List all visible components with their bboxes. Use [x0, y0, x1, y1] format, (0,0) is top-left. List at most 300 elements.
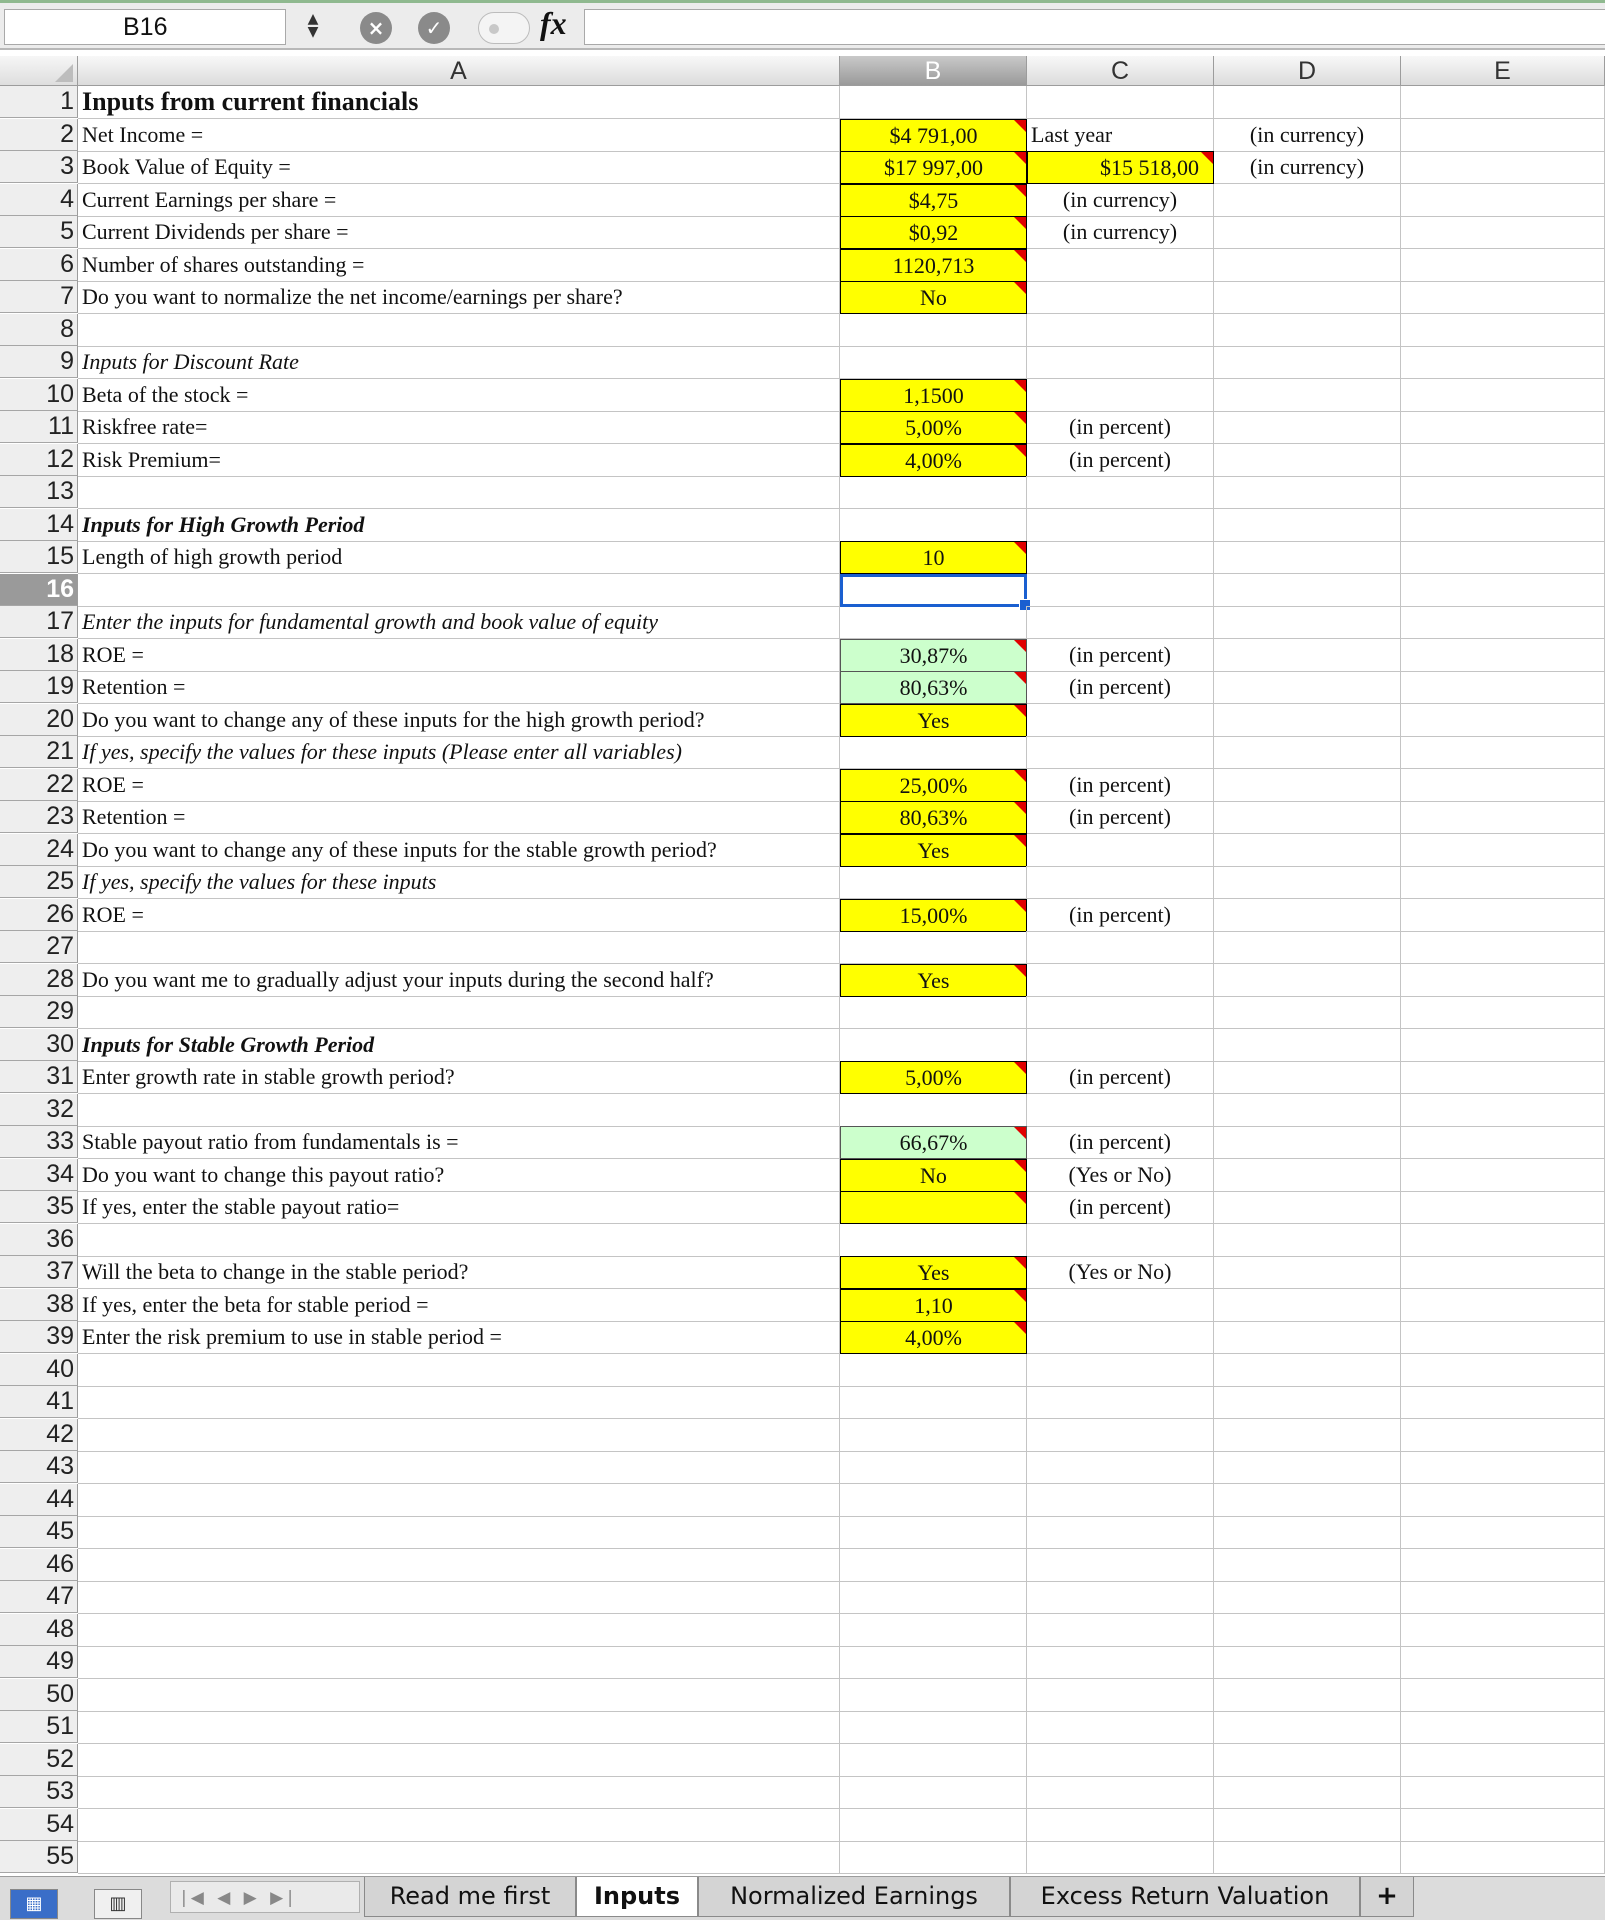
- cell-c31[interactable]: (in percent): [1027, 1061, 1214, 1094]
- cell-b20[interactable]: Yes: [840, 704, 1027, 737]
- row-header-4[interactable]: 4: [0, 184, 78, 216]
- cell-c30[interactable]: [1027, 1029, 1214, 1062]
- cell-e42[interactable]: [1401, 1419, 1605, 1452]
- row-header-27[interactable]: 27: [0, 931, 78, 963]
- row-header-53[interactable]: 53: [0, 1776, 78, 1808]
- function-icon[interactable]: fx: [540, 5, 567, 41]
- cell-e16[interactable]: [1401, 574, 1605, 607]
- cell-d15[interactable]: [1214, 541, 1401, 574]
- cell-d6[interactable]: [1214, 249, 1401, 282]
- cell-b55[interactable]: [840, 1841, 1027, 1874]
- cell-a43[interactable]: [78, 1451, 840, 1484]
- cell-a36[interactable]: [78, 1224, 840, 1257]
- cell-e53[interactable]: [1401, 1776, 1605, 1809]
- page-layout-icon[interactable]: ▥: [94, 1889, 142, 1919]
- cell-b41[interactable]: [840, 1386, 1027, 1419]
- cell-b23[interactable]: 80,63%: [840, 801, 1027, 834]
- cell-c44[interactable]: [1027, 1484, 1214, 1517]
- cell-a22[interactable]: ROE =: [78, 769, 840, 802]
- cell-d30[interactable]: [1214, 1029, 1401, 1062]
- cell-b52[interactable]: [840, 1744, 1027, 1777]
- cell-c43[interactable]: [1027, 1451, 1214, 1484]
- cell-a42[interactable]: [78, 1419, 840, 1452]
- cell-c27[interactable]: [1027, 931, 1214, 964]
- cell-b37[interactable]: Yes: [840, 1256, 1027, 1289]
- cell-d9[interactable]: [1214, 346, 1401, 379]
- cell-b24[interactable]: Yes: [840, 834, 1027, 867]
- cell-b45[interactable]: [840, 1516, 1027, 1549]
- cell-b50[interactable]: [840, 1679, 1027, 1712]
- cell-a49[interactable]: [78, 1646, 840, 1679]
- cell-e33[interactable]: [1401, 1126, 1605, 1159]
- cell-e41[interactable]: [1401, 1386, 1605, 1419]
- cell-d53[interactable]: [1214, 1776, 1401, 1809]
- cell-b32[interactable]: [840, 1094, 1027, 1127]
- cell-d33[interactable]: [1214, 1126, 1401, 1159]
- cell-c45[interactable]: [1027, 1516, 1214, 1549]
- cell-a6[interactable]: Number of shares outstanding =: [78, 249, 840, 282]
- cell-c24[interactable]: [1027, 834, 1214, 867]
- cell-e24[interactable]: [1401, 834, 1605, 867]
- cell-e29[interactable]: [1401, 996, 1605, 1029]
- cell-a13[interactable]: [78, 476, 840, 509]
- cell-b12[interactable]: 4,00%: [840, 444, 1027, 477]
- row-header-6[interactable]: 6: [0, 249, 78, 281]
- cell-a18[interactable]: ROE =: [78, 639, 840, 672]
- cell-b46[interactable]: [840, 1549, 1027, 1582]
- formula-input[interactable]: [584, 9, 1605, 45]
- select-all-corner[interactable]: [0, 56, 78, 86]
- cell-e32[interactable]: [1401, 1094, 1605, 1127]
- cell-b34[interactable]: No: [840, 1159, 1027, 1192]
- cell-e43[interactable]: [1401, 1451, 1605, 1484]
- cell-a17[interactable]: Enter the inputs for fundamental growth and book value of equity: [78, 606, 840, 639]
- cell-b53[interactable]: [840, 1776, 1027, 1809]
- cell-b17[interactable]: [840, 606, 1027, 639]
- cell-c37[interactable]: (Yes or No): [1027, 1256, 1214, 1289]
- cell-d18[interactable]: [1214, 639, 1401, 672]
- row-header-54[interactable]: 54: [0, 1809, 78, 1841]
- row-header-40[interactable]: 40: [0, 1354, 78, 1386]
- cell-b39[interactable]: 4,00%: [840, 1321, 1027, 1354]
- cell-b15[interactable]: 10: [840, 541, 1027, 574]
- cell-c48[interactable]: [1027, 1614, 1214, 1647]
- cell-c40[interactable]: [1027, 1354, 1214, 1387]
- cell-c11[interactable]: (in percent): [1027, 411, 1214, 444]
- cell-e11[interactable]: [1401, 411, 1605, 444]
- cell-b11[interactable]: 5,00%: [840, 411, 1027, 444]
- cell-c28[interactable]: [1027, 964, 1214, 997]
- row-header-41[interactable]: 41: [0, 1386, 78, 1418]
- cell-d7[interactable]: [1214, 281, 1401, 314]
- cell-e47[interactable]: [1401, 1581, 1605, 1614]
- cell-c16[interactable]: [1027, 574, 1214, 607]
- cell-a9[interactable]: Inputs for Discount Rate: [78, 346, 840, 379]
- cell-e54[interactable]: [1401, 1809, 1605, 1842]
- cell-b25[interactable]: [840, 866, 1027, 899]
- cell-a3[interactable]: Book Value of Equity =: [78, 151, 840, 184]
- cell-b48[interactable]: [840, 1614, 1027, 1647]
- cell-b7[interactable]: No: [840, 281, 1027, 314]
- cell-b44[interactable]: [840, 1484, 1027, 1517]
- row-header-44[interactable]: 44: [0, 1484, 78, 1516]
- row-header-26[interactable]: 26: [0, 899, 78, 931]
- cell-e3[interactable]: [1401, 151, 1605, 184]
- cell-b22[interactable]: 25,00%: [840, 769, 1027, 802]
- cell-a37[interactable]: Will the beta to change in the stable period?: [78, 1256, 840, 1289]
- cell-e49[interactable]: [1401, 1646, 1605, 1679]
- function-toggle-icon[interactable]: [478, 12, 530, 44]
- cell-c49[interactable]: [1027, 1646, 1214, 1679]
- cell-a55[interactable]: [78, 1841, 840, 1874]
- cell-b21[interactable]: [840, 736, 1027, 769]
- cell-b43[interactable]: [840, 1451, 1027, 1484]
- cell-d11[interactable]: [1214, 411, 1401, 444]
- row-header-24[interactable]: 24: [0, 834, 78, 866]
- row-header-51[interactable]: 51: [0, 1711, 78, 1743]
- cell-d5[interactable]: [1214, 216, 1401, 249]
- cell-d43[interactable]: [1214, 1451, 1401, 1484]
- cell-c18[interactable]: (in percent): [1027, 639, 1214, 672]
- row-header-20[interactable]: 20: [0, 704, 78, 736]
- cell-b28[interactable]: Yes: [840, 964, 1027, 997]
- grid-view-icon[interactable]: ▦: [10, 1889, 58, 1919]
- row-header-42[interactable]: 42: [0, 1419, 78, 1451]
- row-header-35[interactable]: 35: [0, 1191, 78, 1223]
- cell-d2[interactable]: (in currency): [1214, 119, 1401, 152]
- cell-e31[interactable]: [1401, 1061, 1605, 1094]
- row-header-52[interactable]: 52: [0, 1744, 78, 1776]
- row-header-14[interactable]: 14: [0, 509, 78, 541]
- row-header-9[interactable]: 9: [0, 346, 78, 378]
- cell-a38[interactable]: If yes, enter the beta for stable period =: [78, 1289, 840, 1322]
- cell-d21[interactable]: [1214, 736, 1401, 769]
- cell-d46[interactable]: [1214, 1549, 1401, 1582]
- cell-e19[interactable]: [1401, 671, 1605, 704]
- x-circle-icon[interactable]: ×: [360, 12, 392, 44]
- cell-a46[interactable]: [78, 1549, 840, 1582]
- cell-a52[interactable]: [78, 1744, 840, 1777]
- cell-c53[interactable]: [1027, 1776, 1214, 1809]
- cell-b51[interactable]: [840, 1711, 1027, 1744]
- cell-c12[interactable]: (in percent): [1027, 444, 1214, 477]
- cell-d27[interactable]: [1214, 931, 1401, 964]
- row-header-16[interactable]: 16: [0, 574, 78, 606]
- cell-c47[interactable]: [1027, 1581, 1214, 1614]
- cell-b16[interactable]: [840, 574, 1027, 607]
- cell-c22[interactable]: (in percent): [1027, 769, 1214, 802]
- row-header-32[interactable]: 32: [0, 1094, 78, 1126]
- cell-e4[interactable]: [1401, 184, 1605, 217]
- cell-a26[interactable]: ROE =: [78, 899, 840, 932]
- row-header-12[interactable]: 12: [0, 444, 78, 476]
- cell-c32[interactable]: [1027, 1094, 1214, 1127]
- cell-e45[interactable]: [1401, 1516, 1605, 1549]
- cell-c14[interactable]: [1027, 509, 1214, 542]
- cell-c6[interactable]: [1027, 249, 1214, 282]
- cell-d44[interactable]: [1214, 1484, 1401, 1517]
- cell-e34[interactable]: [1401, 1159, 1605, 1192]
- row-header-18[interactable]: 18: [0, 639, 78, 671]
- cell-a21[interactable]: If yes, specify the values for these inputs (Please enter all variables): [78, 736, 840, 769]
- cell-e48[interactable]: [1401, 1614, 1605, 1647]
- cell-a40[interactable]: [78, 1354, 840, 1387]
- cell-c35[interactable]: (in percent): [1027, 1191, 1214, 1224]
- cell-c19[interactable]: (in percent): [1027, 671, 1214, 704]
- cell-c7[interactable]: [1027, 281, 1214, 314]
- cell-e1[interactable]: [1401, 86, 1605, 119]
- cell-d32[interactable]: [1214, 1094, 1401, 1127]
- cell-d39[interactable]: [1214, 1321, 1401, 1354]
- row-header-7[interactable]: 7: [0, 281, 78, 313]
- cell-a45[interactable]: [78, 1516, 840, 1549]
- cell-d22[interactable]: [1214, 769, 1401, 802]
- cell-b49[interactable]: [840, 1646, 1027, 1679]
- cell-b9[interactable]: [840, 346, 1027, 379]
- cell-d40[interactable]: [1214, 1354, 1401, 1387]
- cell-a2[interactable]: Net Income =: [78, 119, 840, 152]
- row-header-21[interactable]: 21: [0, 736, 78, 768]
- cell-a54[interactable]: [78, 1809, 840, 1842]
- sheet-tab-inputs[interactable]: Inputs: [576, 1877, 698, 1917]
- cell-c21[interactable]: [1027, 736, 1214, 769]
- cell-b5[interactable]: $0,92: [840, 216, 1027, 249]
- cell-d48[interactable]: [1214, 1614, 1401, 1647]
- cell-a1[interactable]: Inputs from current financials: [78, 86, 840, 119]
- cell-d42[interactable]: [1214, 1419, 1401, 1452]
- cell-a27[interactable]: [78, 931, 840, 964]
- cell-d16[interactable]: [1214, 574, 1401, 607]
- cell-b38[interactable]: 1,10: [840, 1289, 1027, 1322]
- row-header-55[interactable]: 55: [0, 1841, 78, 1873]
- cell-a7[interactable]: Do you want to normalize the net income/earnings per share?: [78, 281, 840, 314]
- cell-a8[interactable]: [78, 314, 840, 347]
- row-header-34[interactable]: 34: [0, 1159, 78, 1191]
- cell-e8[interactable]: [1401, 314, 1605, 347]
- cell-d47[interactable]: [1214, 1581, 1401, 1614]
- cell-b31[interactable]: 5,00%: [840, 1061, 1027, 1094]
- cell-a30[interactable]: Inputs for Stable Growth Period: [78, 1029, 840, 1062]
- cell-b42[interactable]: [840, 1419, 1027, 1452]
- cell-e38[interactable]: [1401, 1289, 1605, 1322]
- cell-d41[interactable]: [1214, 1386, 1401, 1419]
- cell-a11[interactable]: Riskfree rate=: [78, 411, 840, 444]
- cell-e5[interactable]: [1401, 216, 1605, 249]
- cell-e7[interactable]: [1401, 281, 1605, 314]
- cell-c5[interactable]: (in currency): [1027, 216, 1214, 249]
- cell-d8[interactable]: [1214, 314, 1401, 347]
- cell-e37[interactable]: [1401, 1256, 1605, 1289]
- cell-e50[interactable]: [1401, 1679, 1605, 1712]
- row-header-33[interactable]: 33: [0, 1126, 78, 1158]
- cell-e25[interactable]: [1401, 866, 1605, 899]
- cell-b33[interactable]: 66,67%: [840, 1126, 1027, 1159]
- cell-a12[interactable]: Risk Premium=: [78, 444, 840, 477]
- cell-d36[interactable]: [1214, 1224, 1401, 1257]
- cell-a41[interactable]: [78, 1386, 840, 1419]
- cell-a20[interactable]: Do you want to change any of these inputs for the high growth period?: [78, 704, 840, 737]
- cell-c36[interactable]: [1027, 1224, 1214, 1257]
- cell-b30[interactable]: [840, 1029, 1027, 1062]
- row-header-45[interactable]: 45: [0, 1516, 78, 1548]
- row-header-8[interactable]: 8: [0, 314, 78, 346]
- row-header-47[interactable]: 47: [0, 1581, 78, 1613]
- cell-a39[interactable]: Enter the risk premium to use in stable period =: [78, 1321, 840, 1354]
- column-header-c[interactable]: C: [1027, 56, 1214, 86]
- cell-e20[interactable]: [1401, 704, 1605, 737]
- row-header-48[interactable]: 48: [0, 1614, 78, 1646]
- cell-d1[interactable]: [1214, 86, 1401, 119]
- column-header-b[interactable]: B: [840, 56, 1027, 86]
- cell-e35[interactable]: [1401, 1191, 1605, 1224]
- cell-a16[interactable]: [78, 574, 840, 607]
- cell-d26[interactable]: [1214, 899, 1401, 932]
- cell-e52[interactable]: [1401, 1744, 1605, 1777]
- cell-d55[interactable]: [1214, 1841, 1401, 1874]
- cell-e36[interactable]: [1401, 1224, 1605, 1257]
- cell-a50[interactable]: [78, 1679, 840, 1712]
- cell-e27[interactable]: [1401, 931, 1605, 964]
- cell-e15[interactable]: [1401, 541, 1605, 574]
- row-header-30[interactable]: 30: [0, 1029, 78, 1061]
- cell-d31[interactable]: [1214, 1061, 1401, 1094]
- row-header-37[interactable]: 37: [0, 1256, 78, 1288]
- cell-b36[interactable]: [840, 1224, 1027, 1257]
- sheet-nav-arrows[interactable]: |◀ ◀ ▶ ▶|: [170, 1881, 360, 1913]
- row-header-17[interactable]: 17: [0, 606, 78, 638]
- cell-c52[interactable]: [1027, 1744, 1214, 1777]
- cell-c46[interactable]: [1027, 1549, 1214, 1582]
- cell-c1[interactable]: [1027, 86, 1214, 119]
- row-header-19[interactable]: 19: [0, 671, 78, 703]
- cell-d10[interactable]: [1214, 379, 1401, 412]
- cell-c15[interactable]: [1027, 541, 1214, 574]
- cell-c42[interactable]: [1027, 1419, 1214, 1452]
- check-circle-icon[interactable]: ✓: [418, 12, 450, 44]
- cell-a48[interactable]: [78, 1614, 840, 1647]
- row-header-43[interactable]: 43: [0, 1451, 78, 1483]
- cell-a5[interactable]: Current Dividends per share =: [78, 216, 840, 249]
- cell-a31[interactable]: Enter growth rate in stable growth period?: [78, 1061, 840, 1094]
- cell-b1[interactable]: [840, 86, 1027, 119]
- cell-d4[interactable]: [1214, 184, 1401, 217]
- cell-e9[interactable]: [1401, 346, 1605, 379]
- cell-e55[interactable]: [1401, 1841, 1605, 1874]
- cell-a53[interactable]: [78, 1776, 840, 1809]
- cell-b10[interactable]: 1,1500: [840, 379, 1027, 412]
- cell-b4[interactable]: $4,75: [840, 184, 1027, 217]
- row-header-22[interactable]: 22: [0, 769, 78, 801]
- cell-c26[interactable]: (in percent): [1027, 899, 1214, 932]
- row-header-3[interactable]: 3: [0, 151, 78, 183]
- cell-c10[interactable]: [1027, 379, 1214, 412]
- cell-c23[interactable]: (in percent): [1027, 801, 1214, 834]
- cell-d54[interactable]: [1214, 1809, 1401, 1842]
- row-header-50[interactable]: 50: [0, 1679, 78, 1711]
- row-header-46[interactable]: 46: [0, 1549, 78, 1581]
- cell-a19[interactable]: Retention =: [78, 671, 840, 704]
- cell-d51[interactable]: [1214, 1711, 1401, 1744]
- cell-d24[interactable]: [1214, 834, 1401, 867]
- row-header-23[interactable]: 23: [0, 801, 78, 833]
- cell-a4[interactable]: Current Earnings per share =: [78, 184, 840, 217]
- row-header-10[interactable]: 10: [0, 379, 78, 411]
- row-header-1[interactable]: 1: [0, 86, 78, 118]
- cell-c34[interactable]: (Yes or No): [1027, 1159, 1214, 1192]
- cell-e46[interactable]: [1401, 1549, 1605, 1582]
- cell-d29[interactable]: [1214, 996, 1401, 1029]
- cell-b18[interactable]: 30,87%: [840, 639, 1027, 672]
- cell-b13[interactable]: [840, 476, 1027, 509]
- cell-a28[interactable]: Do you want me to gradually adjust your inputs during the second half?: [78, 964, 840, 997]
- cell-d14[interactable]: [1214, 509, 1401, 542]
- row-header-15[interactable]: 15: [0, 541, 78, 573]
- cell-a15[interactable]: Length of high growth period: [78, 541, 840, 574]
- cell-a33[interactable]: Stable payout ratio from fundamentals is =: [78, 1126, 840, 1159]
- sheet-tab-normalized-earnings[interactable]: Normalized Earnings: [698, 1877, 1010, 1917]
- cell-c9[interactable]: [1027, 346, 1214, 379]
- cell-c51[interactable]: [1027, 1711, 1214, 1744]
- name-box[interactable]: B16: [4, 9, 286, 45]
- cell-d35[interactable]: [1214, 1191, 1401, 1224]
- cell-e44[interactable]: [1401, 1484, 1605, 1517]
- cell-d13[interactable]: [1214, 476, 1401, 509]
- cell-b14[interactable]: [840, 509, 1027, 542]
- cell-e21[interactable]: [1401, 736, 1605, 769]
- cell-b2[interactable]: $4 791,00: [840, 119, 1027, 152]
- cell-a51[interactable]: [78, 1711, 840, 1744]
- cell-e14[interactable]: [1401, 509, 1605, 542]
- cell-b40[interactable]: [840, 1354, 1027, 1387]
- cell-a23[interactable]: Retention =: [78, 801, 840, 834]
- cell-e23[interactable]: [1401, 801, 1605, 834]
- cell-a32[interactable]: [78, 1094, 840, 1127]
- column-header-e[interactable]: E: [1401, 56, 1605, 86]
- cell-d17[interactable]: [1214, 606, 1401, 639]
- cell-d19[interactable]: [1214, 671, 1401, 704]
- add-sheet-button[interactable]: +: [1360, 1877, 1414, 1917]
- cell-c13[interactable]: [1027, 476, 1214, 509]
- cell-b54[interactable]: [840, 1809, 1027, 1842]
- cell-d38[interactable]: [1214, 1289, 1401, 1322]
- cell-c25[interactable]: [1027, 866, 1214, 899]
- cell-e6[interactable]: [1401, 249, 1605, 282]
- cell-e40[interactable]: [1401, 1354, 1605, 1387]
- cell-a29[interactable]: [78, 996, 840, 1029]
- cell-a34[interactable]: Do you want to change this payout ratio?: [78, 1159, 840, 1192]
- cell-a25[interactable]: If yes, specify the values for these inputs: [78, 866, 840, 899]
- cell-b29[interactable]: [840, 996, 1027, 1029]
- row-header-31[interactable]: 31: [0, 1061, 78, 1093]
- cell-c3[interactable]: $15 518,00: [1027, 151, 1214, 184]
- cell-a35[interactable]: If yes, enter the stable payout ratio=: [78, 1191, 840, 1224]
- cell-e26[interactable]: [1401, 899, 1605, 932]
- column-header-d[interactable]: D: [1214, 56, 1401, 86]
- cell-e2[interactable]: [1401, 119, 1605, 152]
- cell-e22[interactable]: [1401, 769, 1605, 802]
- cell-e51[interactable]: [1401, 1711, 1605, 1744]
- cell-d45[interactable]: [1214, 1516, 1401, 1549]
- cell-a47[interactable]: [78, 1581, 840, 1614]
- row-header-28[interactable]: 28: [0, 964, 78, 996]
- row-header-2[interactable]: 2: [0, 119, 78, 151]
- cell-c55[interactable]: [1027, 1841, 1214, 1874]
- cell-a44[interactable]: [78, 1484, 840, 1517]
- cell-c50[interactable]: [1027, 1679, 1214, 1712]
- cell-d52[interactable]: [1214, 1744, 1401, 1777]
- cell-b26[interactable]: 15,00%: [840, 899, 1027, 932]
- column-header-a[interactable]: A: [78, 56, 840, 86]
